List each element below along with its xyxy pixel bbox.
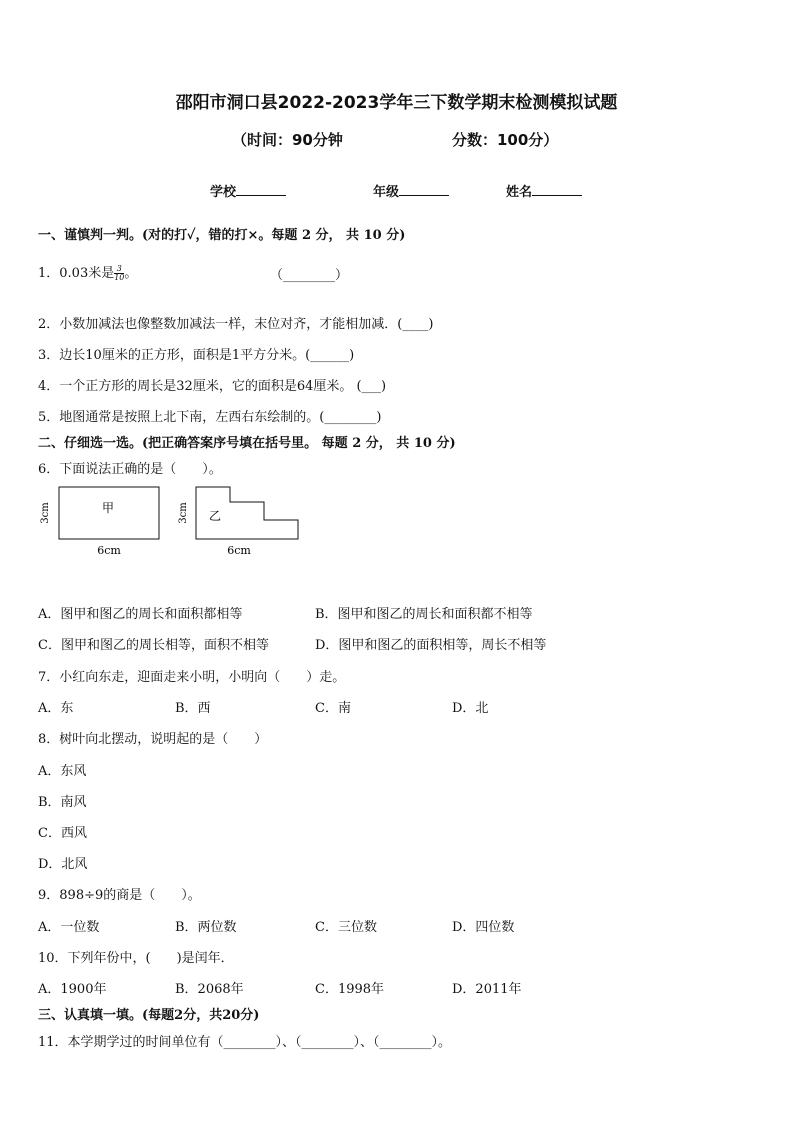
q7-option-a: A．东 — [38, 701, 74, 716]
q7-option-c: C．南 — [315, 701, 351, 716]
q8-option-b: B．南风 — [38, 795, 87, 810]
q9-option-a: A．一位数 — [38, 920, 100, 935]
grade-label: 年级 — [373, 185, 400, 200]
q7-option-d: D．北 — [452, 701, 489, 716]
q10-option-c: C．1998年 — [315, 982, 385, 997]
figure-a-label: 甲 — [102, 501, 115, 515]
q8-option-d: D．北风 — [38, 857, 88, 872]
q6-option-c: C．图甲和图乙的周长相等，面积不相等 — [38, 638, 269, 653]
question-5: 5．地图通常是按照上北下南，左西右东绘制的。(________) — [38, 410, 382, 425]
section2-heading: 二、仔细选一选。(把正确答案序号填在括号里。 每题 2 分， 共 10 分) — [38, 436, 456, 451]
q8-option-a: A．东风 — [38, 764, 87, 779]
q10-option-a: A．1900年 — [38, 982, 107, 997]
question-4: 4．一个正方形的周长是32厘米，它的面积是64厘米。 (___) — [38, 379, 387, 394]
name-blank — [532, 183, 582, 196]
grade-field — [373, 181, 449, 200]
q6-option-b: B．图甲和图乙的周长和面积都不相等 — [315, 607, 533, 622]
question-11: 11．本学期学过的时间单位有（________）、（________）、（________）。 — [38, 1035, 452, 1050]
q1-text: 1．0.03米是 — [38, 266, 115, 281]
question-2: 2．小数加减法也像整数加减法一样，末位对齐，才能相加减．(____) — [38, 317, 434, 332]
q9-option-c: C．三位数 — [315, 920, 377, 935]
q1-blank: （________） — [270, 268, 349, 283]
q10-option-b: B．2068年 — [175, 982, 244, 997]
name-label: 姓名 — [506, 185, 533, 200]
school-blank — [236, 183, 286, 196]
q6-option-a: A．图甲和图乙的周长和面积都相等 — [38, 607, 243, 622]
section1-heading: 一、谨慎判一判。(对的打✓，错的打×。每题 2 分， 共 10 分) — [38, 228, 406, 243]
question-1: 1．0.03米是 $\frac{3}{10}$ 。 — [38, 264, 138, 282]
figure-b-label: 乙 — [209, 509, 222, 523]
q10-option-d: D．2011年 — [452, 982, 522, 997]
question-9: 9．898÷9的商是（ ）。 — [38, 888, 201, 903]
question-8: 8．树叶向北摆动，说明起的是（ ） — [38, 732, 268, 747]
page-title: 邵阳市洞口县2022-2023学年三下数学期末检测模拟试题 — [175, 93, 618, 113]
section3-heading: 三、认真填一填。(每题2分，共20分) — [38, 1008, 260, 1023]
grade-blank — [399, 183, 449, 196]
figure-a-height: 3cm — [40, 502, 51, 524]
q6-option-d: D．图甲和图乙的面积相等，周长不相等 — [315, 638, 547, 653]
question-3: 3．边长10厘米的正方形，面积是1平方分米。(______) — [38, 348, 355, 363]
q6-figures — [36, 482, 316, 562]
question-6: 6．下面说法正确的是（ ）。 — [38, 462, 222, 477]
q9-option-b: B．两位数 — [175, 920, 237, 935]
figure-b-width: 6cm — [227, 544, 251, 557]
question-10: 10．下列年份中，( )是闰年． — [38, 951, 234, 966]
school-field — [210, 181, 286, 200]
school-label: 学校 — [210, 185, 237, 200]
figure-b-height: 3cm — [178, 502, 189, 524]
exam-time: （时间：90分钟 — [232, 131, 343, 149]
figure-a-width: 6cm — [97, 544, 121, 557]
exam-score: 分数：100分） — [452, 131, 559, 149]
q8-option-c: C．西风 — [38, 826, 87, 841]
q9-option-d: D．四位数 — [452, 920, 515, 935]
name-field — [506, 181, 582, 200]
q1-fraction: $\frac{3}{10}$ — [114, 264, 125, 282]
question-7: 7．小红向东走，迎面走来小明，小明向（ ）走。 — [38, 670, 346, 685]
q7-option-b: B．西 — [175, 701, 211, 716]
